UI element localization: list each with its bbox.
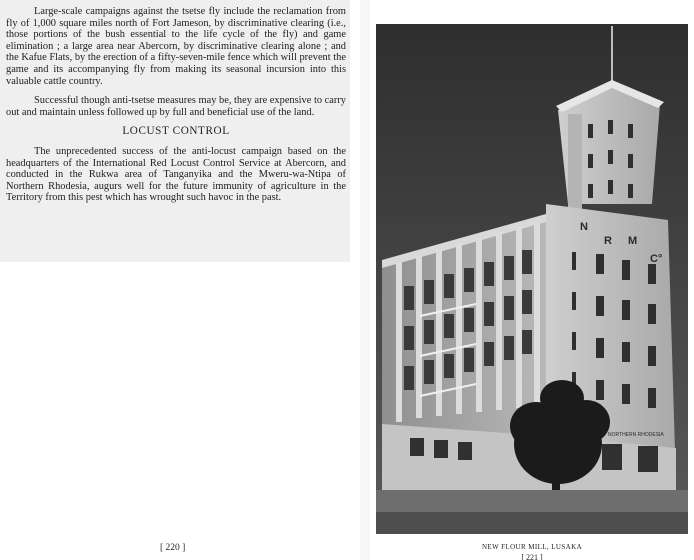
right-page [370, 0, 694, 560]
book-gutter [360, 0, 370, 560]
tower-letter-co: C° [650, 253, 663, 265]
section-heading-locust-control: LOCUST CONTROL [122, 125, 230, 138]
flour-mill-illustration [376, 24, 688, 534]
tower-letter-r: R [604, 235, 612, 247]
paragraph-tsetse-costs: Successful though anti-tsetse measures may be, they are expensive to carry out and maintain unless followed up by full and beneficial use of the land. [6, 95, 346, 118]
right-page-number: [ 221 ] [521, 553, 543, 560]
photo-caption: NEW FLOUR MILL, LUSAKA [481, 543, 583, 551]
flour-mill-photo [376, 24, 688, 534]
ground-sign: NORTHERN RHODESIA [608, 432, 664, 438]
tower-letter-n: N [580, 221, 588, 233]
left-page-number: [ 220 ] [160, 543, 186, 553]
body-text [6, 6, 346, 212]
paragraph-locust-campaign: The unprecedented success of the anti-locust campaign based on the headquarters of the International Red Locust Control Service at Abercorn, and conducted in the Rukwa area of Tanganyika and the Mweru-wa-Ntipa of Northern Rhodesia, augurs well for the future immunity of agriculture in the Territory from this pest which has wrought such havoc in the past. [6, 145, 346, 204]
foreground [376, 512, 688, 534]
tower-letter-m: M [628, 235, 638, 247]
paragraph-tsetse-campaigns: Large-scale campaigns against the tsetse fly include the reclamation from fly of 1,000 square miles north of Fort Jameson, by discriminative clearing (i.e., those portions of the bush essential to the life cycle of the fly) and game elimination ; a large area near Abercorn, by discriminative clearing alone ; and the Kafue Flats, by the erection of a fifty-seven-mile fence which will prevent the game and its accompanying fly from making its seasonal incursion into this valuable cattle country. [6, 6, 346, 87]
